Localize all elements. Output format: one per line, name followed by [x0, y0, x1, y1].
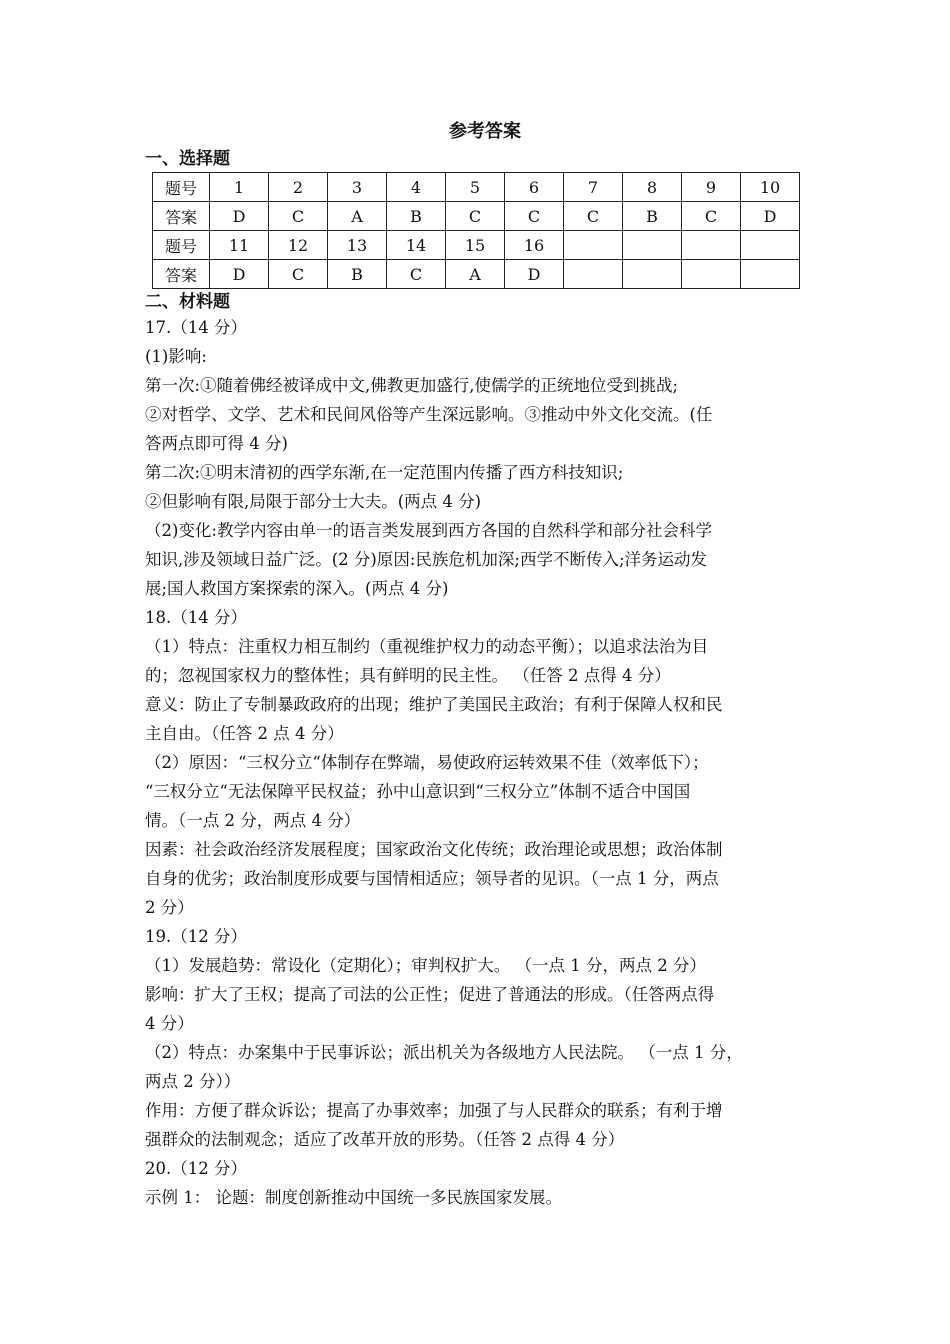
table-row [153, 260, 800, 289]
text-line: ②对哲学、文学、艺术和民间风俗等产生深远影响。③推动中外文化交流。(任 [145, 405, 713, 424]
table-row [153, 202, 800, 231]
table-cell: C [564, 202, 623, 231]
text-line: 2 分） [145, 898, 194, 917]
text-line: “三权分立“无法保障平民权益；孙中山意识到“三权分立”体制不适合中国国 [145, 782, 691, 801]
table-row-header: 题号 [153, 231, 210, 260]
table-row-header: 答案 [153, 202, 210, 231]
table-cell [741, 231, 800, 260]
table-cell: 14 [387, 231, 446, 260]
text-line: （2）原因：“三权分立“体制存在弊端，易使政府运转效果不佳（效率低下）； [145, 753, 709, 772]
table-row [153, 173, 800, 202]
answer-table-body [153, 173, 800, 289]
answer-page [145, 118, 825, 1212]
table-cell: C [505, 202, 564, 231]
table-cell: B [328, 260, 387, 289]
text-line: 知识,涉及领域日益广泛。(2 分)原因:民族危机加深;西学不断传入;洋务运动发 [145, 550, 708, 569]
text-line: 第一次:①随着佛经被译成中文,佛教更加盛行,使儒学的正统地位受到挑战; [145, 376, 679, 395]
table-cell: 5 [446, 173, 505, 202]
text-line: 4 分） [145, 1014, 194, 1033]
page-title: 参考答案 [449, 121, 521, 142]
table-cell: B [623, 202, 682, 231]
table-cell [741, 260, 800, 289]
text-line: 19.（12 分） [145, 927, 247, 946]
text-line: 展;国人救国方案探索的深入。(两点 4 分) [145, 579, 449, 598]
text-line: 20.（12 分） [145, 1159, 247, 1178]
table-cell [564, 260, 623, 289]
text-line: 的；忽视国家权力的整体性；具有鲜明的民主性。 （任答 2 点得 4 分） [145, 666, 671, 685]
text-line: 自身的优劣；政治制度形成要与国情相适应；领导者的见识。（一点 1 分，两点 [145, 869, 719, 888]
table-cell: 16 [505, 231, 564, 260]
text-line: (1)影响: [145, 347, 207, 366]
table-cell [682, 231, 741, 260]
table-cell: D [741, 202, 800, 231]
answer-table [152, 172, 800, 289]
table-cell: 13 [328, 231, 387, 260]
table-cell: C [269, 202, 328, 231]
text-line: 意义：防止了专制暴政政府的出现；维护了美国民主政治；有利于保障人权和民 [145, 695, 723, 714]
text-line: 作用：方便了群众诉讼；提高了办事效率；加强了与人民群众的联系；有利于增 [145, 1101, 723, 1120]
table-cell: C [682, 202, 741, 231]
text-line: （2）特点：办案集中于民事诉讼；派出机关为各级地方人民法院。 （一点 1 分， [145, 1043, 743, 1062]
table-cell: B [387, 202, 446, 231]
table-cell: C [387, 260, 446, 289]
table-cell: 10 [741, 173, 800, 202]
table-cell: 9 [682, 173, 741, 202]
text-line: 17.（14 分） [145, 318, 247, 337]
table-cell: A [328, 202, 387, 231]
text-line: （1）特点：注重权力相互制约（重视维护权力的动态平衡）；以追求法治为目 [145, 637, 709, 656]
text-line: 第二次:①明末清初的西学东渐,在一定范围内传播了西方科技知识; [145, 463, 624, 482]
text-line: 示例 1： 论题：制度创新推动中国统一多民族国家发展。 [145, 1188, 562, 1207]
text-line: 18.（14 分） [145, 608, 247, 627]
table-row-header: 题号 [153, 173, 210, 202]
table-cell [623, 260, 682, 289]
table-cell: 11 [210, 231, 269, 260]
table-cell [623, 231, 682, 260]
table-cell [564, 231, 623, 260]
text-line: 情。（一点 2 分，两点 4 分） [145, 811, 361, 830]
section-choice-heading: 一、选择题 [145, 149, 230, 169]
table-cell: 1 [210, 173, 269, 202]
text-line: 影响：扩大了王权；提高了司法的公正性；促进了普通法的形成。（任答两点得 [145, 985, 715, 1004]
table-cell: 2 [269, 173, 328, 202]
text-line: ②但影响有限,局限于部分士大夫。(两点 4 分) [145, 492, 482, 511]
table-cell: 8 [623, 173, 682, 202]
answer-text [145, 313, 825, 1212]
text-line: 两点 2 分）） [145, 1072, 241, 1091]
table-row-header: 答案 [153, 260, 210, 289]
text-line: 强群众的法制观念；适应了改革开放的形势。（任答 2 点得 4 分） [145, 1130, 625, 1149]
table-cell: 7 [564, 173, 623, 202]
text-line: 主自由。（任答 2 点 4 分） [145, 724, 344, 743]
text-line: 因素：社会政治经济发展程度；国家政治文化传统；政治理论或思想；政治体制 [145, 840, 723, 859]
table-cell: D [210, 202, 269, 231]
text-line: （2)变化:教学内容由单一的语言类发展到西方各国的自然科学和部分社会科学 [145, 521, 712, 540]
table-cell [682, 260, 741, 289]
table-row [153, 231, 800, 260]
table-cell: C [269, 260, 328, 289]
table-cell: 12 [269, 231, 328, 260]
table-cell: C [446, 202, 505, 231]
table-cell: 15 [446, 231, 505, 260]
table-cell: A [446, 260, 505, 289]
table-cell: D [505, 260, 564, 289]
table-cell: 4 [387, 173, 446, 202]
table-cell: D [210, 260, 269, 289]
text-line: 答两点即可得 4 分) [145, 434, 288, 453]
table-cell: 6 [505, 173, 564, 202]
table-cell: 3 [328, 173, 387, 202]
section-material-heading: 二、材料题 [145, 292, 230, 312]
text-line: （1）发展趋势：常设化（定期化）；审判权扩大。 （一点 1 分，两点 2 分） [145, 956, 706, 975]
